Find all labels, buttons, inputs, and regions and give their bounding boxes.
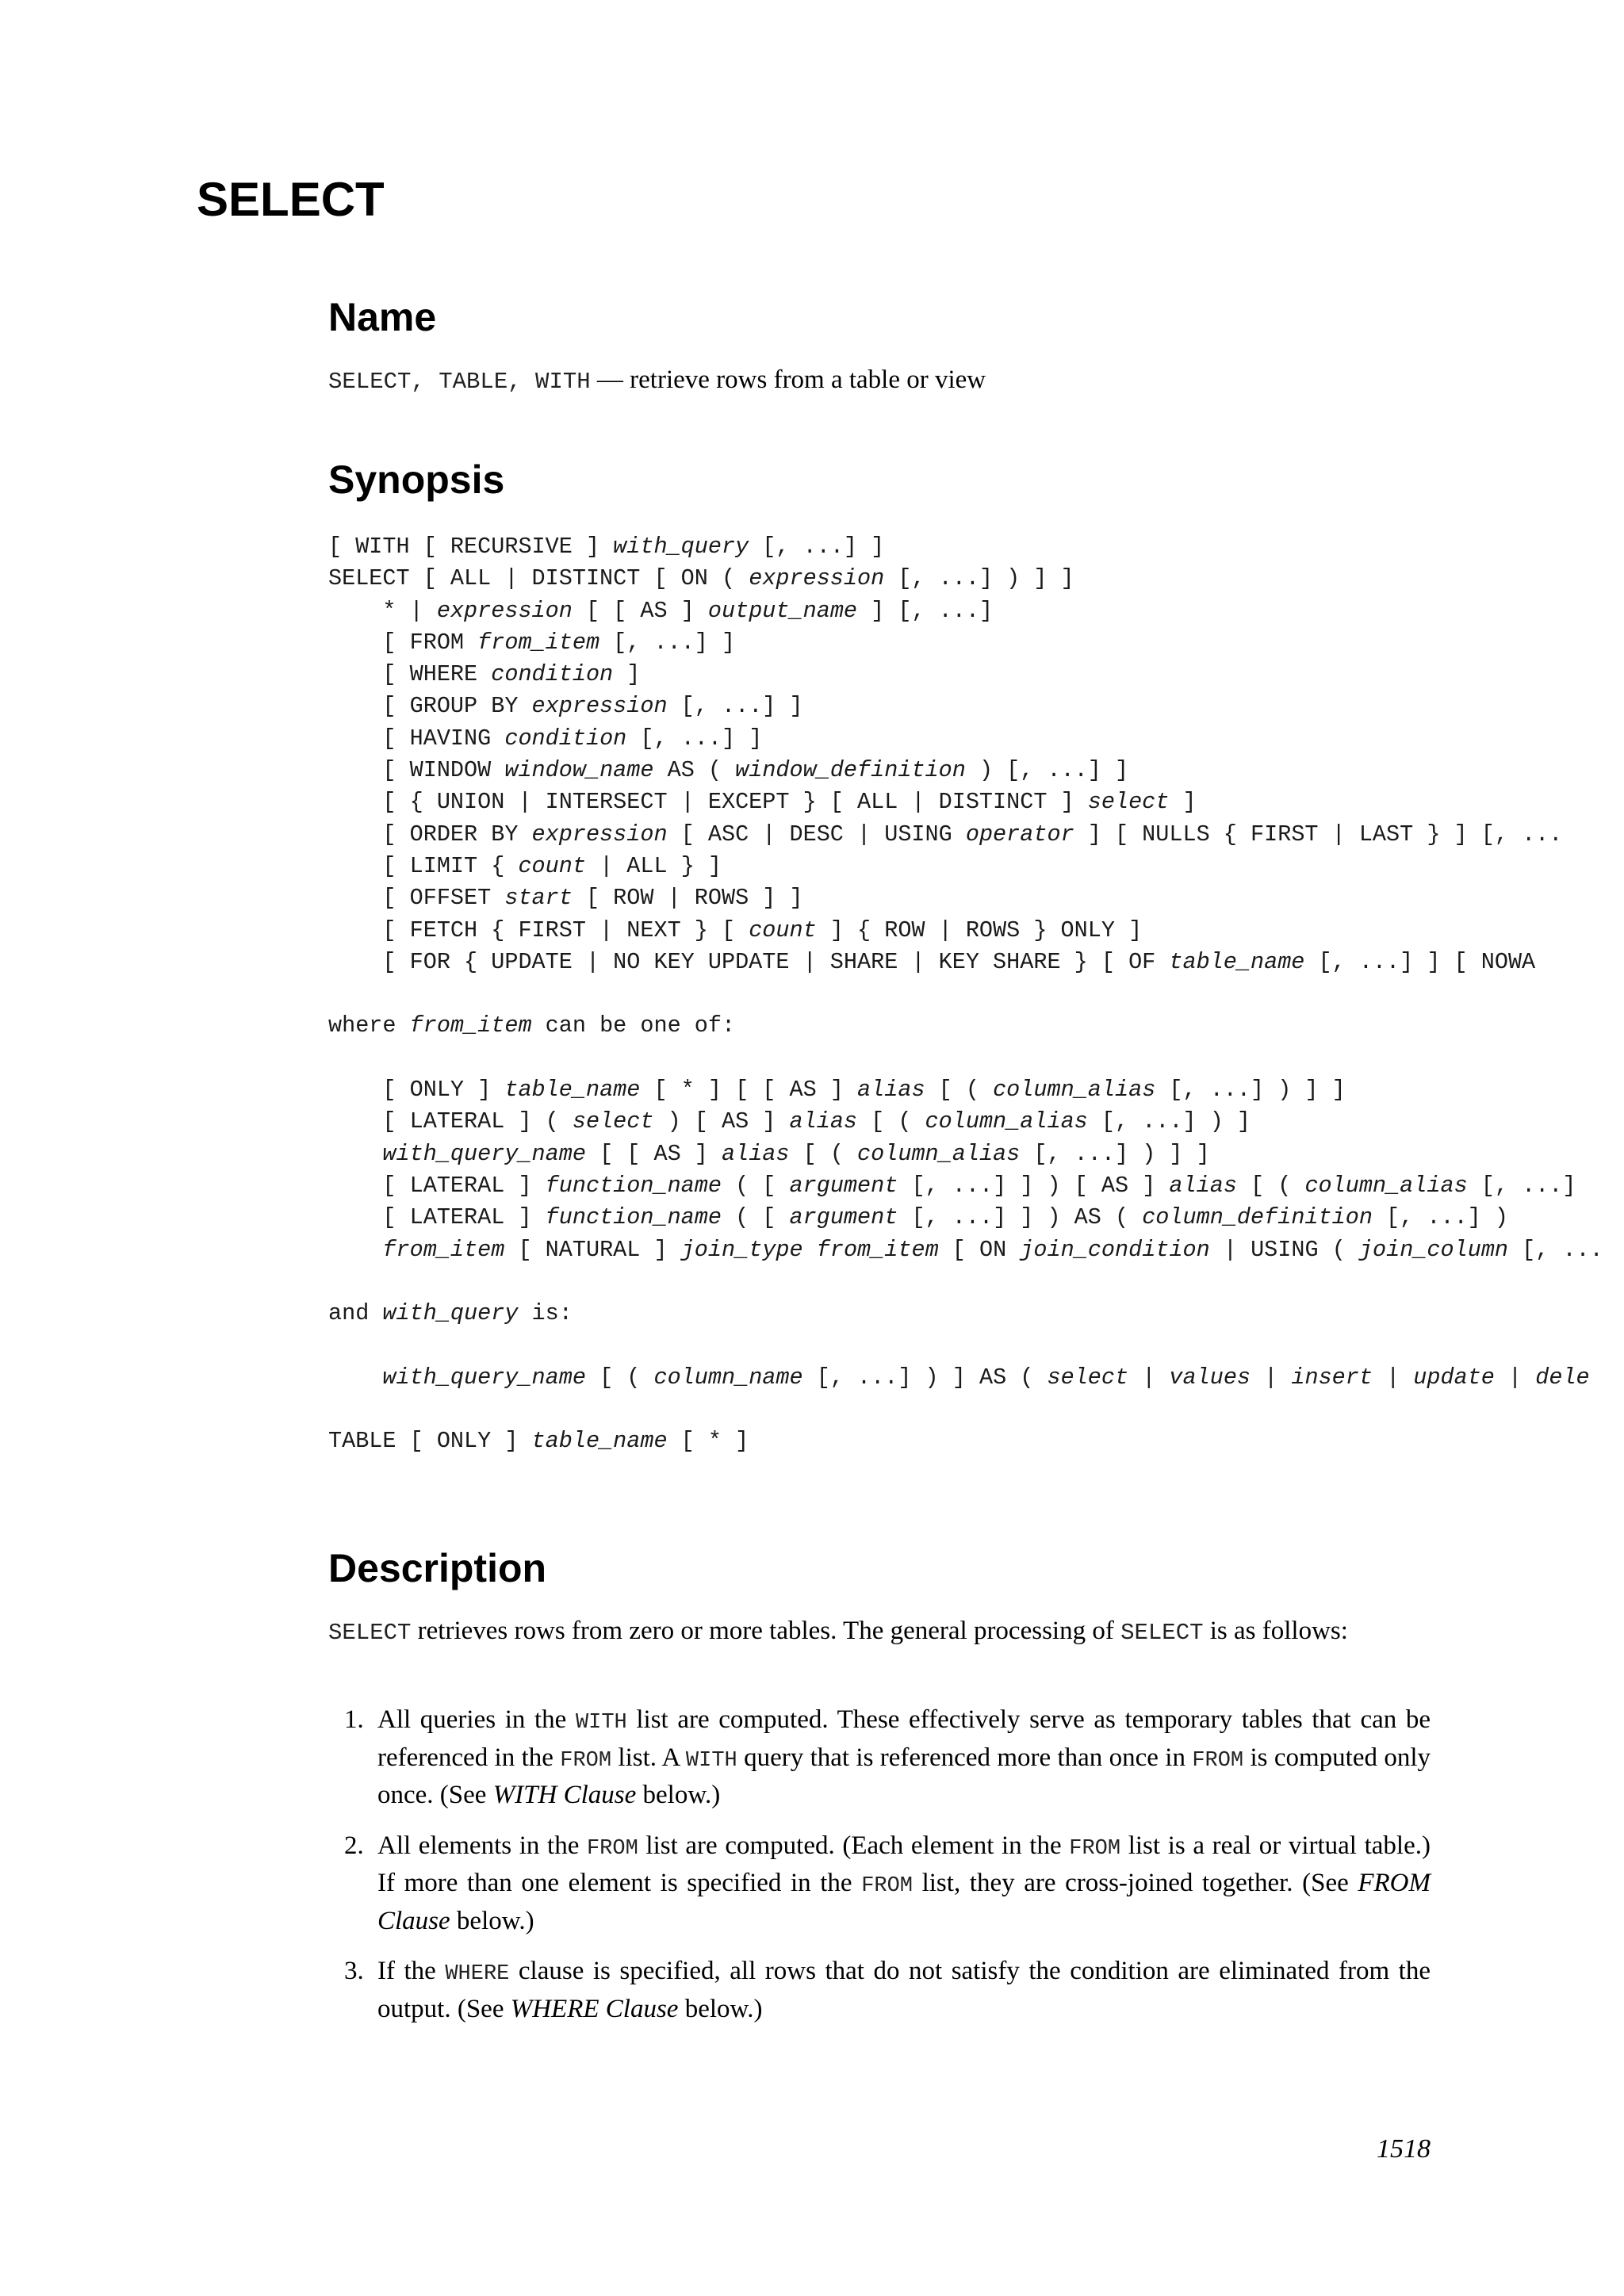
synopsis-keyword-text: [ FETCH { FIRST | NEXT } [ [328,916,749,943]
synopsis-placeholder: from_item [816,1236,939,1263]
synopsis-line [328,1237,1603,1263]
synopsis-placeholder: select [1047,1364,1129,1391]
synopsis-keyword-text: [ ASC | DESC | USING [667,821,966,848]
synopsis-placeholder: alias [722,1140,790,1167]
step-item [344,1703,1431,1813]
text-run: below.) [678,1994,763,2023]
synopsis-keyword-text: [ FOR { UPDATE | NO KEY UPDATE | SHARE | KEY SHARE } [ OF [328,948,1170,975]
inline-code: WITH [685,1748,737,1773]
synopsis-placeholder: count [749,916,817,943]
synopsis-placeholder: argument [789,1204,898,1231]
synopsis-placeholder: insert [1291,1364,1373,1391]
synopsis-placeholder: alias [857,1077,925,1104]
synopsis-line [328,1428,749,1454]
text-run: All queries in the [377,1705,576,1734]
synopsis-keyword-text: [ LIMIT { [328,852,519,879]
synopsis-placeholder: function_name [545,1172,722,1199]
step-item [344,1829,1431,1939]
synopsis-placeholder: column_alias [993,1077,1156,1104]
synopsis-placeholder: table_name [1169,948,1305,975]
synopsis-code [328,531,1624,1458]
synopsis-line [328,661,640,687]
synopsis-placeholder: argument [789,1172,898,1199]
synopsis-keyword-text: [ * ] [ [ AS ] [640,1077,858,1104]
synopsis-placeholder: with_query [382,1300,519,1327]
synopsis-keyword-text: is: [518,1300,573,1327]
synopsis-keyword-text [803,1237,817,1263]
synopsis-keyword-text: | [1372,1364,1414,1391]
synopsis-placeholder: from_item [477,629,600,656]
synopsis-keyword-text: [ NATURAL ] [504,1236,681,1263]
synopsis-keyword-text: [, ...] ) ] ] [1020,1140,1210,1167]
command-description: — retrieve rows from a table or view [590,365,986,394]
inline-code: SELECT [1120,1620,1204,1646]
synopsis-line [328,757,1128,783]
synopsis-line [328,1077,1346,1103]
synopsis-keyword-text: [ ONLY ] [328,1077,505,1104]
page-number: 1518 [1377,2134,1431,2164]
synopsis-keyword-text: SELECT [ ALL | DISTINCT [ ON ( [328,565,749,592]
synopsis-keyword-text [328,1141,382,1167]
synopsis-keyword-text: [, ... [1508,1236,1603,1263]
synopsis-line [328,1364,1590,1391]
synopsis-keyword-text: [ WHERE [328,661,492,688]
synopsis-line [328,1173,1576,1199]
text-run: is as follows: [1203,1617,1348,1645]
synopsis-keyword-text: ] [, ...] [857,597,994,624]
synopsis-line [328,1204,1508,1230]
text-run: All elements in the [377,1831,587,1860]
section-reference: FROM Clause [377,1869,1431,1935]
synopsis-keyword-text: [ OFFSET [328,885,505,912]
synopsis-line [328,629,735,656]
synopsis-keyword-text: [ ( [789,1140,858,1167]
text-run: is computed only once. (See [377,1743,1431,1809]
synopsis-line [328,949,1535,975]
synopsis-line [328,534,884,560]
synopsis-placeholder: from_item [382,1236,505,1263]
synopsis-placeholder: update [1413,1364,1495,1391]
inline-code: WHERE [445,1962,510,1986]
synopsis-keyword-text: ) [ AS ] [653,1108,790,1135]
synopsis-placeholder: window_definition [735,757,966,784]
synopsis-keyword-text [328,1364,382,1391]
synopsis-placeholder: expression [531,821,668,848]
synopsis-keyword-text: [, ...] ] [599,629,736,656]
synopsis-keyword-text: [ ( [585,1364,654,1391]
synopsis-keyword-text: | USING ( [1209,1236,1359,1263]
synopsis-placeholder: count [518,852,586,879]
synopsis-keyword-text: [ WITH [ RECURSIVE ] [328,534,614,560]
text-run: list. A [611,1743,686,1772]
inline-code: WITH [575,1711,627,1735]
synopsis-keyword-text: and [328,1300,383,1327]
synopsis-placeholder: table_name [504,1077,641,1104]
synopsis-keyword-text: AS ( [653,757,736,784]
synopsis-placeholder: start [504,885,573,912]
synopsis-keyword-text: ( [ [722,1204,790,1231]
synopsis-keyword-text: [ { UNION | INTERSECT | EXCEPT } [ ALL | DISTINCT ] [328,789,1088,816]
synopsis-keyword-text: * | [328,597,437,624]
text-run: list, they are cross-joined together. (See [913,1869,1358,1897]
synopsis-keyword-text: [, ...] ) ] ] [884,565,1074,592]
synopsis-placeholder: alias [1169,1172,1237,1199]
synopsis-placeholder: operator [965,821,1074,848]
section-reference: WHERE Clause [510,1994,679,2023]
synopsis-keyword-text: | [1494,1364,1536,1391]
synopsis-keyword-text: [ LATERAL ] [328,1204,546,1231]
synopsis-line [328,1012,735,1039]
synopsis-line [328,853,722,879]
description-heading: Description [328,1546,547,1590]
text-run: retrieves rows from zero or more tables. The general processing of [411,1617,1121,1645]
processing-steps [344,1703,1431,2042]
inline-code: FROM [861,1874,913,1898]
synopsis-line [328,598,993,624]
synopsis-keyword-text: [, ...] ] ) [ AS ] [898,1172,1170,1199]
page-title: SELECT [197,173,385,226]
synopsis-keyword-text: where [328,1012,410,1039]
synopsis-placeholder: join_condition [1020,1236,1210,1263]
synopsis-placeholder: with_query [613,534,749,560]
synopsis-keyword-text: TABLE [ ONLY ] [328,1428,532,1455]
synopsis-line [328,885,803,911]
synopsis-line [328,1108,1251,1135]
synopsis-keyword-text: ] { ROW | ROWS } ONLY ] [816,916,1143,943]
synopsis-placeholder: alias [789,1108,858,1135]
synopsis-line [328,789,1197,815]
synopsis-keyword-text [328,1237,382,1263]
synopsis-placeholder: window_name [504,757,654,784]
synopsis-keyword-text: [ ( [925,1077,994,1104]
section-reference: WITH Clause [492,1781,637,1809]
synopsis-keyword-text: [, ...] ] [667,693,803,720]
synopsis-placeholder: output_name [707,597,858,624]
synopsis-keyword-text: [ ROW | ROWS ] ] [572,885,803,912]
synopsis-placeholder: function_name [545,1204,722,1231]
synopsis-placeholder: table_name [531,1428,668,1455]
synopsis-placeholder: select [572,1108,654,1135]
inline-code: FROM [1192,1748,1244,1773]
synopsis-placeholder: expression [436,597,573,624]
synopsis-keyword-text: [ [ AS ] [585,1140,722,1167]
synopsis-keyword-text: [ ( [1236,1172,1305,1199]
synopsis-keyword-text: [ HAVING [328,725,505,752]
synopsis-placeholder: column_alias [925,1108,1088,1135]
synopsis-keyword-text: [ * ] [667,1428,749,1455]
synopsis-placeholder: column_definition [1142,1204,1373,1231]
description-intro [328,1613,1348,1651]
synopsis-keyword-text: [ [ AS ] [572,597,708,624]
synopsis-keyword-text: [ LATERAL ] ( [328,1108,573,1135]
synopsis-keyword-text: [ ORDER BY [328,821,532,848]
inline-code: FROM [586,1836,638,1861]
synopsis-placeholder: join_type [680,1236,803,1263]
synopsis-placeholder: dele [1535,1364,1590,1391]
synopsis-keyword-text: [ ( [857,1108,925,1135]
synopsis-keyword-text: ] [1169,789,1197,816]
synopsis-line [328,1300,573,1326]
synopsis-keyword-text: [, ...] ] [626,725,763,752]
synopsis-keyword-text: | [1251,1364,1292,1391]
synopsis-keyword-text: [, ...] ] [ NOWA [1304,948,1536,975]
synopsis-line [328,725,762,752]
synopsis-keyword-text: [, ...] ] ) AS ( [898,1204,1143,1231]
synopsis-line [328,693,803,719]
synopsis-placeholder: with_query_name [382,1140,586,1167]
synopsis-placeholder: select [1087,789,1170,816]
synopsis-keyword-text: [, ...] ] [749,534,885,560]
synopsis-placeholder: expression [531,693,668,720]
synopsis-keyword-text: [ ON [938,1236,1021,1263]
synopsis-keyword-text: | ALL } ] [585,852,722,879]
name-summary [328,362,986,400]
synopsis-keyword-text: ( [ [722,1172,790,1199]
name-heading: Name [328,295,437,339]
text-run: If the [377,1957,446,1985]
text-run: below.) [450,1906,534,1935]
step-item [344,1954,1431,2026]
synopsis-keyword-text: can be one of: [531,1012,736,1039]
text-run: list are computed. (Each element in the [638,1831,1070,1860]
synopsis-placeholder: with_query_name [382,1364,586,1391]
synopsis-keyword-text: [ GROUP BY [328,693,532,720]
text-run: query that is referenced more than once in [737,1743,1193,1772]
inline-code: FROM [560,1748,612,1773]
text-run: clause is specified, all rows that do not satisfy the condition are eliminated from the output. (See [377,1957,1431,2023]
step-number: 2. [344,1831,364,1860]
synopsis-keyword-text: [, ...] ) ] [1087,1108,1251,1135]
synopsis-placeholder: condition [491,661,614,688]
synopsis-line [328,1141,1210,1167]
synopsis-placeholder: values [1169,1364,1251,1391]
synopsis-line [328,821,1562,848]
command-names: SELECT, TABLE, WITH [328,369,591,395]
inline-code: SELECT [328,1620,412,1646]
synopsis-keyword-text: [, ...] ) [1372,1204,1508,1231]
synopsis-line [328,917,1142,943]
synopsis-keyword-text: [, ...] [1467,1172,1576,1199]
step-number: 1. [344,1705,364,1734]
text-run: below.) [636,1781,721,1809]
synopsis-keyword-text: [ LATERAL ] [328,1172,546,1199]
synopsis-keyword-text: ] [ NULLS { FIRST | LAST } ] [, ... [1074,821,1563,848]
text-run: list are computed. These effectively serve as temporary tables that can be referenced in the [377,1705,1431,1772]
synopsis-keyword-text: ] [613,661,641,688]
synopsis-keyword-text: [, ...] ) ] ] [1155,1077,1346,1104]
step-number: 3. [344,1957,364,1985]
text-run: list is a real or virtual table.) If more than one element is specified in the [377,1831,1431,1897]
synopsis-heading: Synopsis [328,457,505,502]
synopsis-keyword-text: | [1128,1364,1170,1391]
synopsis-keyword-text: ) [, ...] ] [965,757,1129,784]
synopsis-keyword-text: [ FROM [328,629,478,656]
synopsis-line [328,565,1074,591]
synopsis-placeholder: column_alias [857,1140,1021,1167]
inline-code: FROM [1069,1836,1121,1861]
synopsis-placeholder: join_column [1358,1236,1509,1263]
synopsis-keyword-text: [, ...] ) ] AS ( [802,1364,1048,1391]
synopsis-placeholder: column_name [653,1364,803,1391]
synopsis-keyword-text: [ WINDOW [328,757,505,784]
synopsis-placeholder: expression [749,565,885,592]
synopsis-placeholder: column_alias [1304,1172,1468,1199]
synopsis-placeholder: condition [504,725,627,752]
synopsis-placeholder: from_item [409,1012,532,1039]
